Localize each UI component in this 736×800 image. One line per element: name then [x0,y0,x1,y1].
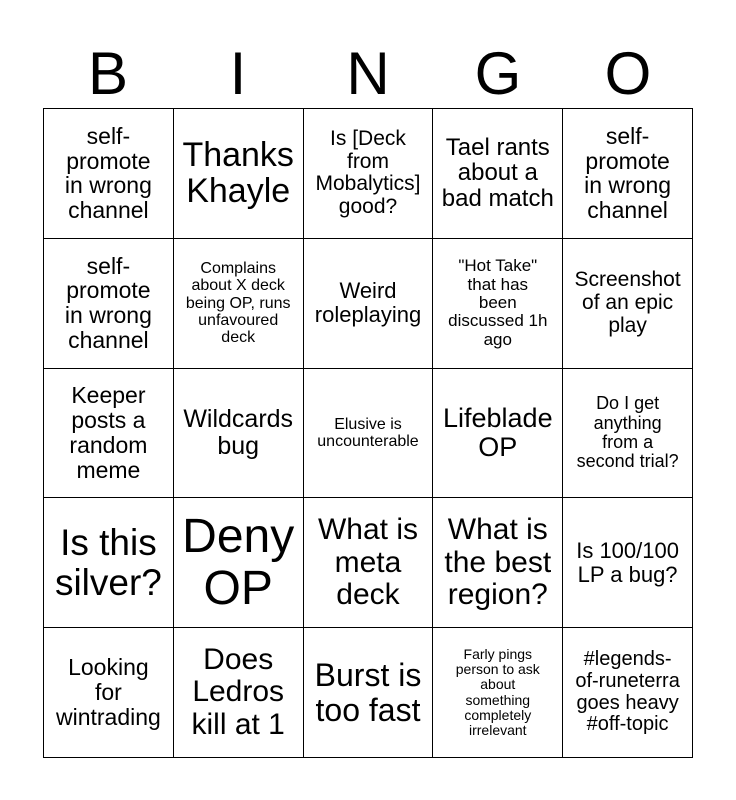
bingo-cell-text: Wildcards bug [183,404,294,460]
bingo-cell[interactable] [44,239,174,369]
bingo-cell[interactable] [304,498,434,628]
bingo-cell[interactable] [433,239,563,369]
bingo-cell[interactable] [174,369,304,499]
bingo-cell-text: #legends- of-runeterra goes heavy #off-topic [575,648,680,736]
bingo-cell-text: Screenshot of an epic play [574,268,681,337]
bingo-cell[interactable] [433,109,563,239]
bingo-cell-text: "Hot Take" that has been discussed 1h ago [448,256,548,349]
bingo-cell[interactable] [433,369,563,499]
bingo-cell-text: Weird roleplaying [314,278,422,328]
header-letter-b: B [87,40,129,107]
bingo-cell[interactable] [174,628,304,758]
bingo-cell[interactable] [174,239,304,369]
bingo-cell[interactable] [304,369,434,499]
bingo-cell[interactable] [44,109,174,239]
bingo-cell[interactable] [563,498,693,628]
bingo-cell-text: Do I get anything from a second trial? [576,393,679,472]
bingo-cell-text: Lifeblade OP [442,402,553,462]
bingo-cell-text: What is meta deck [317,513,418,611]
bingo-cell[interactable] [563,369,693,499]
bingo-cell-text: Keeper posts a random meme [69,382,148,483]
header-letter-g: G [474,40,522,107]
bingo-cell[interactable] [44,628,174,758]
bingo-cell-text: self- promote in wrong channel [64,122,152,224]
bingo-cell-text: self- promote in wrong channel [584,122,672,224]
bingo-cell[interactable] [433,628,563,758]
header-letter-n: N [346,40,390,107]
bingo-cell-text: Is 100/100 LP a bug? [576,538,679,587]
bingo-cell-text: Elusive is uncounterable [317,415,419,450]
bingo-cell-text: Is this silver? [54,521,162,603]
bingo-cell-text: Is [Deck from Mobalytics] good? [315,127,421,219]
bingo-cell[interactable] [44,369,174,499]
bingo-cell[interactable] [304,628,434,758]
bingo-cell[interactable] [563,628,693,758]
bingo-cell-text: Deny OP [182,509,295,615]
bingo-cell-text: Does Ledros kill at 1 [191,643,285,741]
bingo-cell-text: self- promote in wrong channel [64,252,152,354]
header-letter-i: I [229,40,247,107]
bingo-cell[interactable] [304,109,434,239]
header-letter-o: O [604,40,652,107]
bingo-cell[interactable] [174,109,304,239]
bingo-cell[interactable] [563,239,693,369]
bingo-cell-text: Thanks Khayle [182,135,294,211]
bingo-cell-text: Complains about X deck being OP, runs unfavoured deck [185,260,291,347]
bingo-cell[interactable] [433,498,563,628]
bingo-cell[interactable] [563,109,693,239]
bingo-cell-text: Looking for wintrading [55,654,161,730]
bingo-cell-text: Burst is too fast [314,657,422,728]
bingo-cell[interactable] [304,239,434,369]
bingo-cell[interactable] [44,498,174,628]
bingo-cell-text: What is the best region? [444,513,552,611]
bingo-header [43,40,693,108]
bingo-cell[interactable] [174,498,304,628]
bingo-cell-text: Tael rants about a bad match [441,133,554,213]
bingo-cell-text: Farly pings person to ask about something completely irrelevant [455,646,540,738]
bingo-grid [43,108,693,758]
